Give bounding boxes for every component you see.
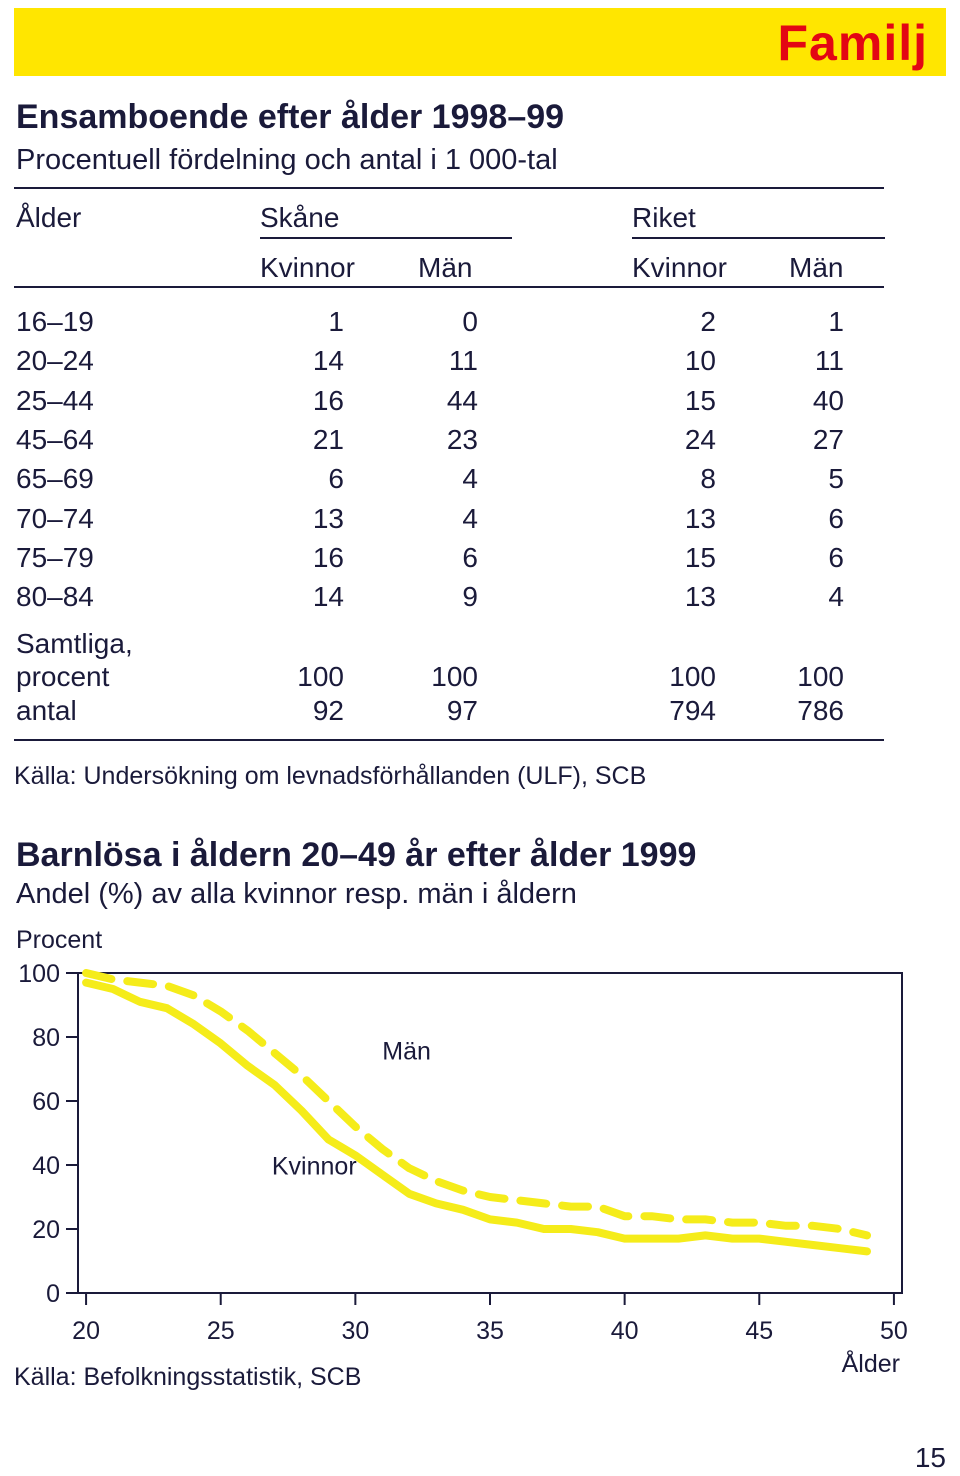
x-tick-label: 30 xyxy=(341,1317,370,1345)
x-tick-label: 35 xyxy=(476,1317,504,1345)
col-header-skane-man: Män xyxy=(418,252,473,283)
series-line-m-n xyxy=(86,973,867,1235)
table-cell: 24 xyxy=(684,423,716,455)
age-header: Ålder xyxy=(16,202,82,233)
total-label-line2: procent xyxy=(16,661,110,692)
table-row-age: 70–74 xyxy=(16,502,94,534)
y-tick-label: 80 xyxy=(32,1024,60,1052)
table-cell: 9 xyxy=(462,581,478,613)
table-cell: 14 xyxy=(312,345,344,377)
table-cell: 6 xyxy=(828,541,844,573)
table-row-age: 20–24 xyxy=(16,345,94,377)
table-row-age: 25–44 xyxy=(16,384,94,416)
table-cell: 2 xyxy=(700,306,716,337)
count-riket-kvinnor: 794 xyxy=(669,695,716,726)
col-header-riket-kvinnor: Kvinnor xyxy=(632,252,727,283)
table-cell: 11 xyxy=(814,345,844,377)
table-row-age: 65–69 xyxy=(16,463,94,495)
table-cell: 16 xyxy=(312,541,344,573)
x-tick-label: 25 xyxy=(206,1317,235,1345)
x-tick-label: 45 xyxy=(745,1317,774,1345)
count-riket-man: 786 xyxy=(797,695,844,726)
table-cell: 13 xyxy=(684,581,716,613)
table-cell: 8 xyxy=(700,463,716,495)
x-tick-label: 50 xyxy=(880,1317,908,1345)
table-subtitle: Procentuell fördelning och antal i 1 000-tal xyxy=(16,144,558,176)
table-cell: 4 xyxy=(462,463,478,495)
table-source: Källa: Undersökning om levnadsförhållanden (ULF), SCB xyxy=(14,762,647,790)
x-tick-label: 20 xyxy=(72,1317,100,1345)
table-cell: 15 xyxy=(684,541,716,573)
table-title: Ensamboende efter ålder 1998–99 xyxy=(16,98,565,136)
chart-title: Barnlösa i åldern 20–49 år efter ålder 1999 xyxy=(16,836,697,874)
table-top-rule xyxy=(14,187,884,189)
table-cell: 4 xyxy=(462,502,478,534)
table-cell: 16 xyxy=(312,384,344,416)
series-layer xyxy=(86,973,867,1251)
chart-subtitle: Andel (%) av alla kvinnor resp. män i åldern xyxy=(16,878,577,910)
table-cell: 6 xyxy=(328,463,344,495)
table-cell: 14 xyxy=(312,581,344,613)
group-header-riket: Riket xyxy=(632,202,696,233)
table-row-age: 75–79 xyxy=(16,541,94,573)
table-cell: 40 xyxy=(812,384,844,416)
y-tick-label: 60 xyxy=(32,1088,60,1116)
y-axis-label: Procent xyxy=(16,926,103,954)
table-row-age: 45–64 xyxy=(16,423,94,455)
total-skane-man: 100 xyxy=(431,661,478,692)
page-number: 15 xyxy=(914,1442,946,1473)
skane-group-rule xyxy=(260,237,512,239)
line-chart xyxy=(0,920,960,1400)
table-cell: 21 xyxy=(312,423,344,455)
x-tick-label: 40 xyxy=(610,1317,639,1345)
riket-group-rule xyxy=(632,237,885,239)
y-tick-label: 100 xyxy=(18,960,60,988)
y-tick-label: 20 xyxy=(32,1216,60,1244)
count-skane-man: 97 xyxy=(446,695,478,726)
total-riket-man: 100 xyxy=(797,661,844,692)
series-annotation: Män xyxy=(382,1037,431,1066)
section-banner xyxy=(14,8,946,76)
table-cell: 13 xyxy=(312,502,344,534)
table-cell: 5 xyxy=(828,463,844,495)
table-row-age: 80–84 xyxy=(16,581,94,613)
col-header-skane-kvinnor: Kvinnor xyxy=(260,252,355,283)
group-header-skane: Skåne xyxy=(260,202,340,233)
table-cell: 10 xyxy=(684,345,716,377)
plot-area-frame xyxy=(78,973,902,1293)
table-cell: 13 xyxy=(684,502,716,534)
total-riket-kvinnor: 100 xyxy=(669,661,716,692)
table-cell: 15 xyxy=(684,384,716,416)
table-cell: 44 xyxy=(446,384,478,416)
chart-source: Källa: Befolkningsstatistik, SCB xyxy=(14,1363,362,1391)
col-header-riket-man: Män xyxy=(789,252,844,283)
y-tick-label: 40 xyxy=(32,1152,60,1180)
table-cell: 6 xyxy=(828,502,844,534)
series-annotation: Kvinnor xyxy=(271,1152,357,1181)
table-cell: 1 xyxy=(828,306,844,337)
section-title: Familj xyxy=(777,15,928,71)
table-cell: 4 xyxy=(828,581,844,613)
total-skane-kvinnor: 100 xyxy=(297,661,344,692)
series-line-kvinnor xyxy=(86,983,867,1252)
y-axis xyxy=(18,960,78,1308)
x-axis-label: Ålder xyxy=(841,1350,900,1378)
count-skane-kvinnor: 92 xyxy=(312,695,344,726)
table-cell: 1 xyxy=(328,306,344,337)
x-axis xyxy=(72,1293,908,1345)
table-cell: 0 xyxy=(462,306,478,337)
table-bottom-rule xyxy=(14,739,884,741)
table-cell: 6 xyxy=(462,541,478,573)
header-bottom-rule xyxy=(14,286,884,288)
table-cell: 23 xyxy=(446,423,478,455)
y-tick-label: 0 xyxy=(46,1280,60,1308)
table-row-age: 16–19 xyxy=(16,306,94,337)
table-cell: 27 xyxy=(812,423,844,455)
table-cell: 11 xyxy=(448,345,478,377)
total-label-line1: Samtliga, xyxy=(16,628,133,659)
count-label: antal xyxy=(16,695,77,726)
